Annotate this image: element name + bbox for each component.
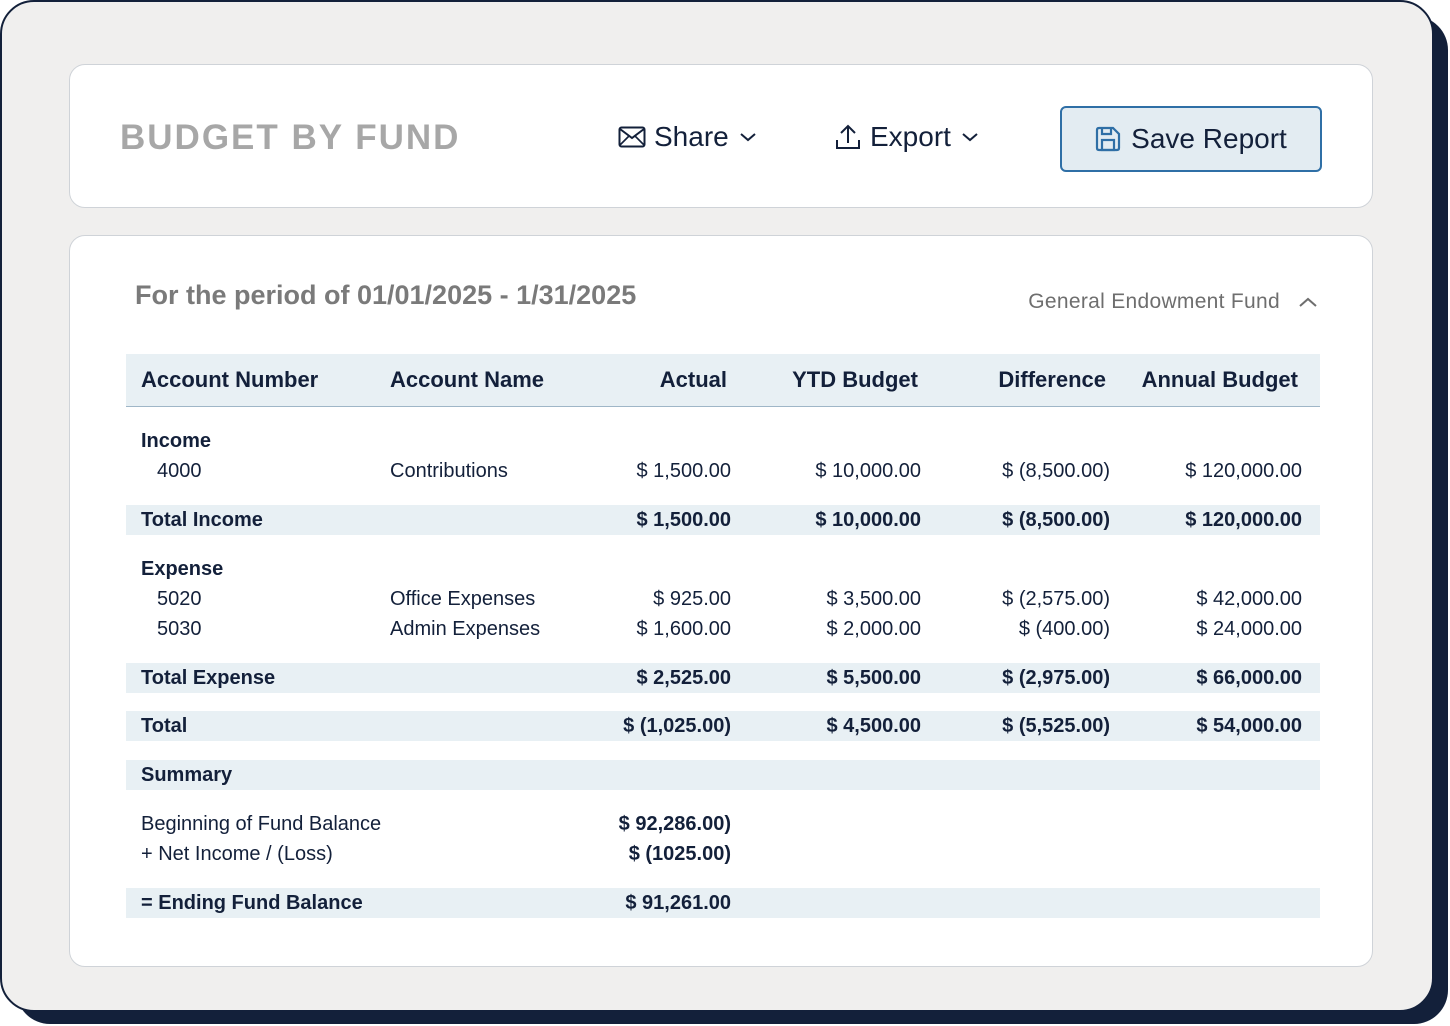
summary-label: + Net Income / (Loss) bbox=[141, 843, 333, 865]
table-row[interactable] bbox=[126, 584, 1320, 614]
summary-value: $ 91,261.00 bbox=[625, 892, 731, 914]
difference-value: $ (2,575.00) bbox=[1002, 588, 1110, 610]
difference-value: $ (8,500.00) bbox=[1002, 460, 1110, 482]
summary-value: $ (1025.00) bbox=[628, 843, 731, 865]
ytd-budget-value: $ 2,000.00 bbox=[826, 618, 921, 640]
summary-row-beginning-balance bbox=[126, 809, 1320, 839]
fund-selector[interactable] bbox=[1028, 290, 1318, 314]
table-row[interactable] bbox=[126, 614, 1320, 644]
save-report-button[interactable] bbox=[1060, 106, 1322, 172]
annual-budget-value: $ 66,000.00 bbox=[1196, 667, 1302, 689]
chevron-up-icon bbox=[1298, 296, 1318, 308]
total-label: Total bbox=[141, 715, 188, 737]
account-name: Admin Expenses bbox=[390, 618, 541, 640]
grand-total-row bbox=[126, 711, 1320, 741]
report-card bbox=[69, 235, 1373, 967]
export-button[interactable] bbox=[834, 121, 979, 153]
difference-value: $ (400.00) bbox=[1018, 618, 1110, 640]
annual-budget-value: $ 54,000.00 bbox=[1196, 715, 1302, 737]
export-label: Export bbox=[870, 121, 951, 152]
difference-value: $ (8,500.00) bbox=[1002, 509, 1110, 531]
account-number: 5020 bbox=[157, 588, 202, 610]
ytd-budget-value: $ 3,500.00 bbox=[826, 588, 921, 610]
actual-value: $ 925.00 bbox=[653, 588, 731, 610]
section-label: Expense bbox=[141, 558, 224, 580]
total-label: Total Expense bbox=[141, 667, 276, 689]
upload-icon bbox=[834, 123, 862, 151]
ytd-budget-value: $ 10,000.00 bbox=[815, 460, 921, 482]
account-number: 5030 bbox=[157, 618, 202, 640]
ytd-budget-value: $ 5,500.00 bbox=[826, 667, 921, 689]
page-title: BUDGET BY FUND bbox=[120, 118, 461, 157]
column-header-annual-budget[interactable]: Annual Budget bbox=[1141, 367, 1298, 392]
chevron-down-icon bbox=[961, 131, 979, 143]
actual-value: $ 1,500.00 bbox=[636, 460, 731, 482]
section-label: Income bbox=[141, 430, 212, 452]
column-header-ytd-budget[interactable]: YTD Budget bbox=[792, 367, 918, 392]
envelope-icon bbox=[618, 126, 646, 148]
column-header-account-name[interactable]: Account Name bbox=[390, 367, 545, 392]
total-income-row bbox=[126, 505, 1320, 535]
floppy-disk-icon bbox=[1095, 126, 1121, 152]
share-button[interactable] bbox=[618, 121, 757, 153]
summary-value: $ 92,286.00) bbox=[618, 813, 731, 835]
section-label: Summary bbox=[141, 764, 233, 786]
save-report-label: Save Report bbox=[1131, 123, 1287, 154]
account-number: 4000 bbox=[157, 460, 202, 482]
section-heading-expense bbox=[126, 554, 1320, 584]
annual-budget-value: $ 24,000.00 bbox=[1196, 618, 1302, 640]
share-label: Share bbox=[654, 121, 729, 152]
table-header bbox=[126, 354, 1320, 407]
fund-selector-label: General Endowment Fund bbox=[1028, 290, 1280, 313]
difference-value: $ (2,975.00) bbox=[1002, 667, 1110, 689]
summary-label: = Ending Fund Balance bbox=[141, 892, 363, 914]
summary-row-ending-balance bbox=[126, 888, 1320, 918]
column-header-actual[interactable]: Actual bbox=[659, 367, 727, 392]
annual-budget-value: $ 42,000.00 bbox=[1196, 588, 1302, 610]
header-card bbox=[69, 64, 1373, 208]
ytd-budget-value: $ 4,500.00 bbox=[826, 715, 921, 737]
summary-row-net-income bbox=[126, 839, 1320, 869]
chevron-down-icon bbox=[739, 131, 757, 143]
actual-value: $ (1,025.00) bbox=[623, 715, 731, 737]
table-row[interactable] bbox=[126, 456, 1320, 486]
summary-heading bbox=[126, 760, 1320, 790]
summary-label: Beginning of Fund Balance bbox=[141, 813, 382, 835]
total-label: Total Income bbox=[141, 509, 263, 531]
total-expense-row bbox=[126, 663, 1320, 693]
annual-budget-value: $ 120,000.00 bbox=[1185, 460, 1302, 482]
section-heading-income bbox=[126, 426, 1320, 456]
account-name: Contributions bbox=[390, 460, 508, 482]
report-period: For the period of 01/01/2025 - 1/31/2025 bbox=[135, 280, 637, 310]
difference-value: $ (5,525.00) bbox=[1002, 715, 1110, 737]
actual-value: $ 2,525.00 bbox=[636, 667, 731, 689]
annual-budget-value: $ 120,000.00 bbox=[1185, 509, 1302, 531]
column-header-difference[interactable]: Difference bbox=[998, 367, 1106, 392]
actual-value: $ 1,600.00 bbox=[636, 618, 731, 640]
actual-value: $ 1,500.00 bbox=[636, 509, 731, 531]
column-header-account-number[interactable]: Account Number bbox=[141, 367, 319, 392]
account-name: Office Expenses bbox=[390, 588, 536, 610]
ytd-budget-value: $ 10,000.00 bbox=[815, 509, 921, 531]
